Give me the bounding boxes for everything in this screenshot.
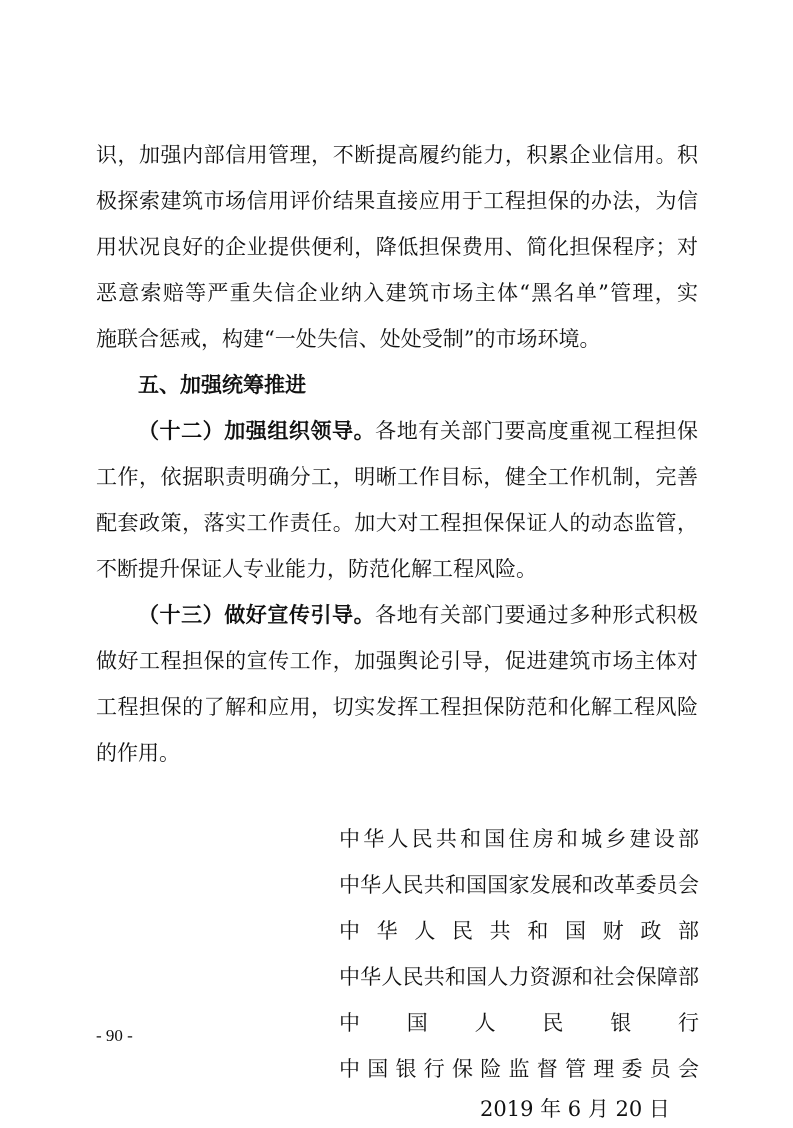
paragraph-line: 配套政策，落实工作责任。加大对工程担保保证人的动态监管，	[96, 511, 698, 535]
paragraph-line: 工作，依据职责明确分工，明晰工作目标，健全工作机制，完善	[96, 465, 698, 489]
signatory: 中华人民共和国财政部	[339, 919, 699, 943]
paragraph-line: 的作用。	[96, 741, 180, 765]
signatory: 中华人民共和国住房和城乡建设部	[339, 827, 699, 851]
paragraph-line: 识，加强内部信用管理，不断提高履约能力，积累企业信用。积	[96, 143, 698, 167]
page-number: - 90 -	[96, 1026, 133, 1045]
paragraph-line: 恶意索赔等严重失信企业纳入建筑市场主体“黑名单”管理，实	[96, 281, 698, 305]
item-13-text: 各地有关部门要通过多种形式积极	[375, 603, 699, 627]
paragraph-line: 做好工程担保的宣传工作，加强舆论引导，促进建筑市场主体对	[96, 649, 698, 673]
paragraph-line: 施联合惩戒，构建“一处失信、处处受制”的市场环境。	[96, 327, 601, 351]
signatory: 中国银行保险监督管理委员会	[339, 1057, 699, 1081]
signatory: 中国人民银行	[339, 1011, 699, 1035]
section-heading: 五、加强统筹推进	[138, 373, 306, 397]
document-date: 2019 年 6 月 20 日	[480, 1097, 670, 1121]
paragraph-line: 工程担保的了解和应用，切实发挥工程担保防范和化解工程风险	[96, 695, 698, 719]
item-12-text: 各地有关部门要高度重视工程担保	[375, 419, 699, 443]
item-13-first-line	[138, 596, 698, 634]
signatory: 中华人民共和国国家发展和改革委员会	[339, 873, 699, 897]
item-13-title: （十三）做好宣传引导。	[138, 603, 376, 627]
item-12-first-line	[138, 412, 698, 450]
paragraph-line: 不断提升保证人专业能力，防范化解工程风险。	[96, 557, 537, 581]
signatory: 中华人民共和国人力资源和社会保障部	[339, 965, 699, 989]
paragraph-line: 极探索建筑市场信用评价结果直接应用于工程担保的办法，为信	[96, 189, 698, 213]
item-12-title: （十二）加强组织领导。	[138, 419, 376, 443]
paragraph-line: 用状况良好的企业提供便利，降低担保费用、简化担保程序；对	[96, 235, 698, 259]
